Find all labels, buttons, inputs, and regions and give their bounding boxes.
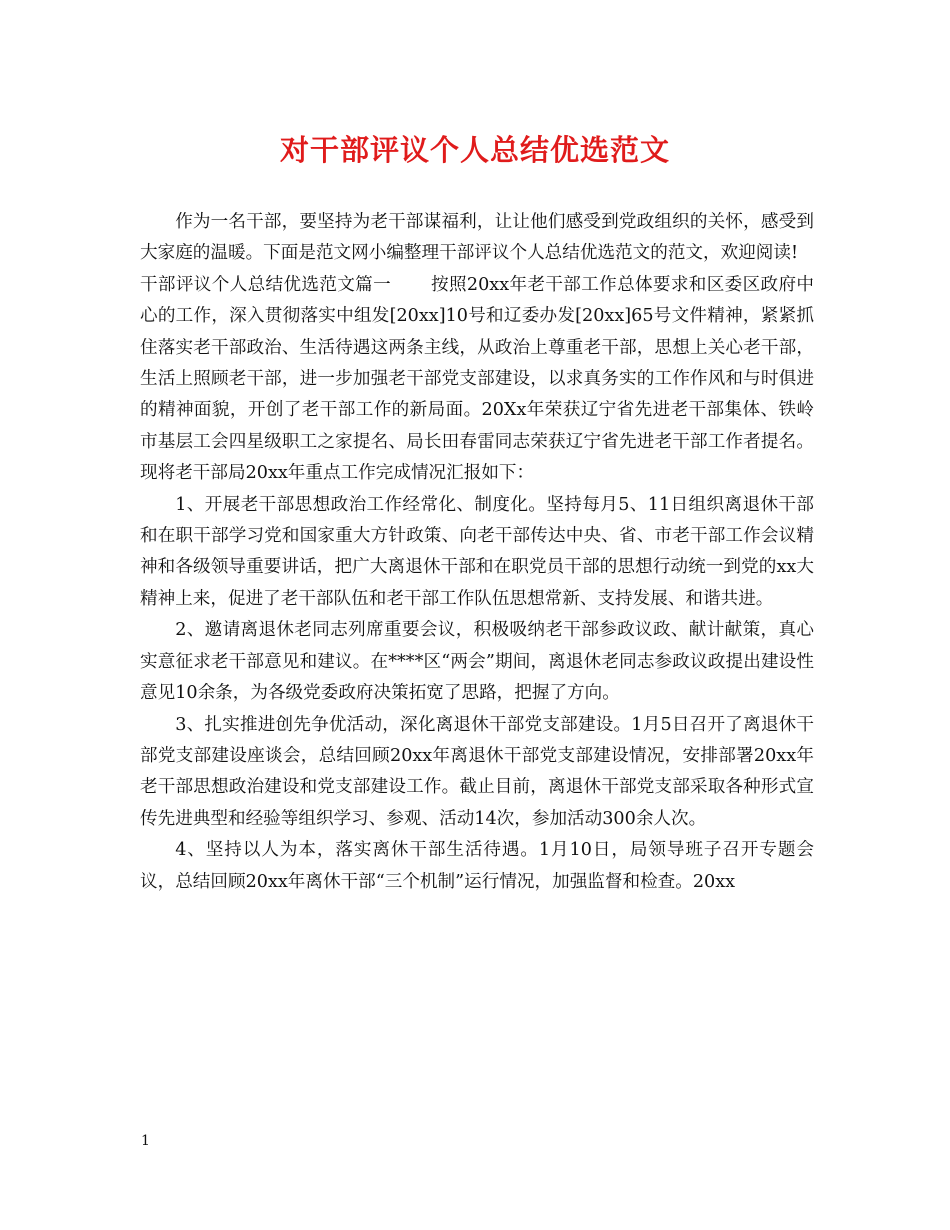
body-paragraph-4: 4、坚持以人为本，落实离休干部生活待遇。1月10日，局领导班子召开专题会议，总结回顾20xx年离休干部“三个机制”运行情况，加强监督和检查。20xx [140, 840, 814, 892]
section-lead-text: 按照20xx年老干部工作总体要求和区委区政府中心的工作，深入贯彻落实中组发[20xx]10号和辽委办发[20xx]65号文件精神，紧紧抓住落实老干部政治、生活待遇这两条主线，从政治上尊重老干部，思想上关心老干部，生活上照顾老干部，进一步加强老干部党支部建设，以求真务实的工作作风和与时俱进的精神面貌，开创了老干部工作的新局面。20Xx年荣获辽宁省先进老干部集体、铁岭市基层工会四星级职工之家提名、局长田春雷同志荣获辽宁省先进老干部工作者提名。现将老干部局20xx年重点工作完成情况汇报如下： [140, 274, 814, 484]
page-number: 1 [141, 1133, 150, 1149]
body-paragraph-1: 1、开展老干部思想政治工作经常化、制度化。坚持每月5、11日组织离退休干部和在职干部学习党和国家重大方针政策、向老干部传达中央、省、市老干部工作会议精神和各级领导重要讲话，把广大离退休干部和在职党员干部的思想行动统一到党的xx大精神上来，促进了老干部队伍和老干部工作队伍思想常新、支持发展、和谐共进。 [140, 494, 814, 609]
body-paragraph-3: 3、扎实推进创先争优活动，深化离退休干部党支部建设。1月5日召开了离退休干部党支部建设座谈会，总结回顾20xx年离退休干部党支部建设情况，安排部署20xx年老干部思想政治建设和党支部建设工作。截止目前，离退休干部党支部采取各种形式宣传先进典型和经验等组织学习、参观、活动14次，参加活动300余人次。 [140, 714, 814, 829]
section-paragraph [140, 270, 814, 490]
document-title: 对干部评议个人总结优选范文 [279, 133, 670, 167]
document-body [140, 207, 814, 898]
section-heading: 干部评议个人总结优选范文篇一 [140, 274, 392, 295]
intro-paragraph: 作为一名干部，要坚持为老干部谋福利，让让他们感受到党政组织的关怀，感受到大家庭的温暖。下面是范文网小编整理干部评议个人总结优选范文的范文，欢迎阅读! [140, 212, 814, 264]
body-paragraph-2: 2、邀请离退休老同志列席重要会议，积极吸纳老干部参政议政、献计献策，真心实意征求老干部意见和建议。在****区“两会”期间，离退休老同志参政议政提出建设性意见10余条，为各级党委政府决策拓宽了思路，把握了方向。 [140, 620, 814, 704]
